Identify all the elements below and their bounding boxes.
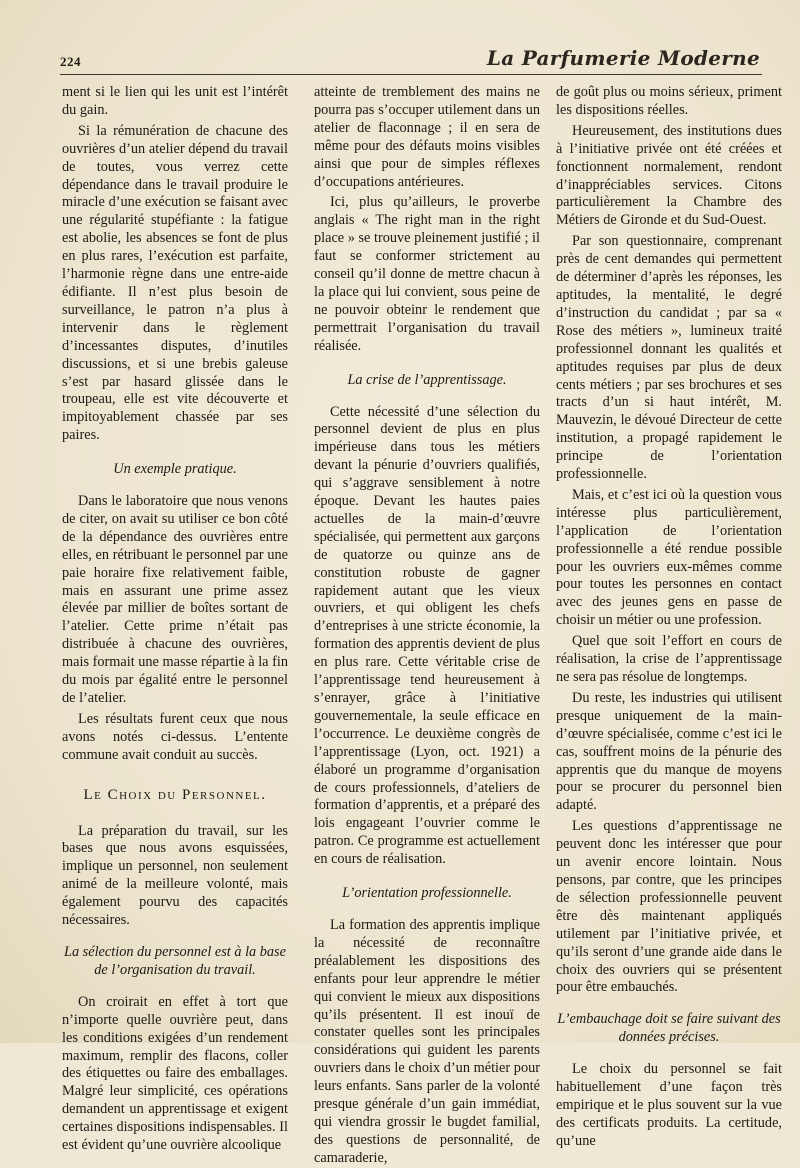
- paragraph: Heureusement, des institutions dues à l’initiative privée ont été créées et fonctionnent normalement, rendont d’inappréciables services. Citons particulièrement la Chambre des Métiers de Gironde et du Sud-Ouest.: [556, 122, 782, 229]
- paragraph: de goût plus ou moins sérieux, priment les dispositions réelles.: [556, 84, 782, 118]
- paragraph: On croirait en effet à tort que n’importe quelle ouvrière peut, dans les conditions exigées d’un rendement maximum, remplir des flacons, coller des étiquettes ou faire des emballages. Malgré leur simplicité, ces opérations demandent un apprentissage et exigent certaines dispositions indispensables. Il est évident qu’une ouvrière alcoolique: [62, 993, 288, 1154]
- paragraph: Les questions d’apprentissage ne peuvent donc les intéresser que pour un avenir encore lointain. Nous pensons, par contre, que les principes de sélection professionnelle peuvent être dès maintenant appliqués utilement par l’initiative privée, et qu’ils seront d’une grande aide dans le choix des ouvriers qui se présentent pour être embauchés.: [556, 818, 782, 996]
- paragraph: Si la rémunération de chacune des ouvrières d’un atelier dépend du travail de toutes, vous verrez cette dépendance dans le travail produire le miracle d’une exécution se faisant avec une régularité stupéfiante : la fatigue est abolie, les absences se font de plus en plus rares, l’exécution est parfaite, l’harmonie règne dans une entre-aide édifiante. Il n’est plus besoin de surveillance, le patron n’a plus à intervenir dans le règlement d’incessantes disputes, d’inutiles discussions, et si une brebis galeuse s’est par hasard glissée dans le troupeau, elle est vite découverte et impitoyablement chassée par ses paires.: [62, 122, 288, 444]
- paragraph: ment si le lien qui les unit est l’intérêt du gain.: [62, 84, 288, 118]
- subheading: La crise de l’apprentissage.: [347, 371, 507, 388]
- paragraph: La préparation du travail, sur les bases que nous avons esquissées, implique un personnel, non seulement animé de la meilleure volonté, mais également pourvu des capacités nécessaires.: [62, 822, 288, 929]
- column-1: [62, 84, 288, 1155]
- subheading: Un exemple pratique.: [113, 461, 237, 478]
- paragraph: Les résultats furent ceux que nous avons notés ci-dessus. L’entente commune avait conduit au succès.: [62, 710, 288, 763]
- section-title: Le Choix du Personnel.: [83, 786, 267, 803]
- subheading: L’orientation professionnelle.: [342, 885, 512, 902]
- paragraph: Dans le laboratoire que nous venons de citer, on avait su utiliser ce bon côté de la dépendance des ouvrières entre elles, en rétribuant le personnel par une paie horaire fixe relativement faible, mais en assurant une prime assez élevée par millier de boîtes sortant de l’atelier. Cette prime n’était pas distribuée à chacune des ouvrières, mais formait une masse répartie à la fin du mois par égalité entre le personnel de l’atelier.: [62, 493, 288, 706]
- page-header: [60, 44, 760, 74]
- paragraph: Par son questionnaire, comprenant près de cent demandes qui permettent de déterminer d’après les réponses, les aptitudes, la mentalité, le degré d’instruction du candidat ; par sa « Rose des métiers », lumineux traité professionnel donnant les qualités et aptitudes requises par plus de deux cents métiers ; par ses brochures et ses tracts d’un si haut intérêt, M. Mauvezin, le dévoué Directeur de cette institution, a propagé rapidement le principe de l’orientation professionnelle.: [556, 233, 782, 483]
- subheading: La sélection du personnel est à la base de l’organisation du travail.: [64, 943, 286, 978]
- paragraph: Mais, et c’est ici où la question vous intéresse plus particulièrement, l’application de l’orientation professionnelle a été rendue possible pour les ouvriers eux-mêmes comme pour toutes les personnes en contact avec des jeunes gens en passe de choisir un métier ou une profession.: [556, 486, 782, 629]
- header-rule: [60, 74, 762, 75]
- column-3: [556, 84, 782, 1151]
- paragraph: Quel que soit l’effort en cours de réalisation, la crise de l’apprentissage ne sera pas résolue de longtemps.: [556, 633, 782, 685]
- paragraph: Cette nécessité d’une sélection du personnel devient de plus en plus impérieuse dans tous les métiers devant la pénurie d’ouvriers qualifiés, qui s’aggrave sensiblement à notre époque. Devant les hautes paies actuelles de la main-d’œuvre spécialisée, qui permettent aux garçons de quatorze ou quinze ans de constitution robuste de gagner rapidement autant que les vieux ouvriers, et qui obligent les chefs d’entreprises à une stricte économie, la formation des apprentis devient de plus en plus rare. Cette véritable crise de l’apprentissage tend heureusement à s’enrayer, grâce à l’initiative gouvernementale, la seule efficace en l’occurrence. Le deuxième congrès de l’apprentissage (Lyon, oct. 1921) a élaboré un programme d’organisation de cours professionnels, d’ateliers de formation d’apprentis, et a préparé des lois engageant l’ouvrier comme le patron. Ce programme est actuellement en cours de réalisation.: [314, 403, 540, 868]
- subheading: L’embauchage doit se faire suivant des données précises.: [557, 1011, 781, 1046]
- paragraph: Du reste, les industries qui utilisent presque uniquement de la main-d’œuvre spécialisée, comme c’est ici le cas, souffrent moins de la pénurie des apprentis que du manque de moyens pour se procurer du personnel bien adapté.: [556, 689, 782, 814]
- paragraph: atteinte de tremblement des mains ne pourra pas s’occuper utilement dans un atelier de flaconnage ; il en sera de même pour des défauts moins visibles ainsi que pour de simples réflexes d’occupations antérieures.: [314, 84, 540, 190]
- page-number: 224: [60, 54, 81, 69]
- paragraph: La formation des apprentis implique la nécessité de reconnaître préalablement les dispositions des enfants pour leur apprendre le métier qui convient le mieux aux dispositions qu’ils présentent. Il est inouï de constater quelles sont les principales considérations qui guident les parents ouvriers dans le choix d’un métier pour leurs enfants. Sans parler de la volonté presque générale d’un gain immédiat, qui viendra grossir le bugdet familial, des questions de personnalité, de camaraderie,: [314, 916, 540, 1166]
- paragraph: Le choix du personnel se fait habituellement d’une façon très empirique et le plus souvent sur la vue des certificats produits. La certitude, qu’une: [556, 1061, 782, 1149]
- column-2: [314, 84, 540, 1168]
- paragraph: Ici, plus qu’ailleurs, le proverbe anglais « The right man in the right place » se trouve pleinement justifié ; il faut se conformer strictement au conseil qu’il donne de mettre chacun à la place qui lui convient, sous peine de ne pouvoir obteinr le rendement que permettrait l’organisation du travail réalisée.: [314, 194, 540, 354]
- running-title: La Parfumerie Moderne: [486, 46, 760, 70]
